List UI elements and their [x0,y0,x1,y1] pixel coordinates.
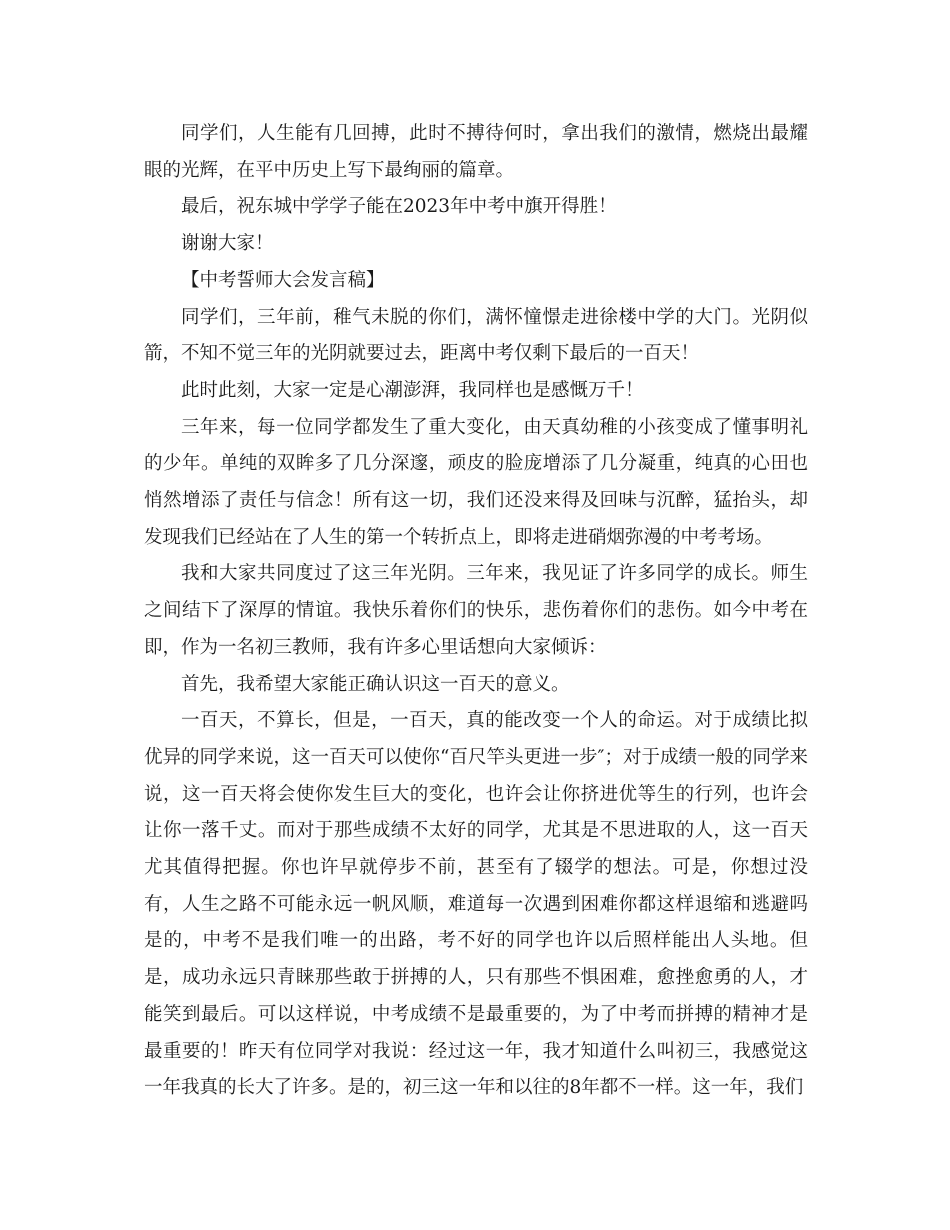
paragraph-intro: 同学们，三年前，稚气未脱的你们，满怀憧憬走进徐楼中学的大门。光阴似箭，不知不觉三年的光阴就要过去，距离中考仅剩下最后的一百天！ [144,306,808,365]
paragraph-thanks: 谢谢大家！ [181,233,274,255]
paragraph-three-years-change: 三年来，每一位同学都发生了重大变化，由天真幼稚的小孩变成了懂事明礼的少年。单纯的双眸多了几分深邃，顽皮的脸庞增添了几分凝重，纯真的心田也悄然增添了责任与信念！所有这一切，我们还没来得及回味与沉醉，猛抬头，却发现我们已经站在了人生的第一个转折点上，即将走进硝烟弥漫的中考考场。 [144,416,808,548]
paragraph-shared-time: 我和大家共同度过了这三年光阴。三年来，我见证了许多同学的成长。师生之间结下了深厚的情谊。我快乐着你们的快乐，悲伤着你们的悲伤。如今中考在即，作为一名初三教师，我有许多心里话想向大家倾诉： [144,563,808,658]
paragraph-hundred-days: 一百天，不算长，但是，一百天，真的能改变一个人的命运。对于成绩比拟优异的同学来说，这一百天可以使你“百尺竿头更进一步″；对于成绩一般的同学来说，这一百天将会使你发生巨大的变化，也许会让你挤进优等生的行列，也许会让你一落千丈。而对于那些成绩不太好的同学，尤其是不思进取的人，这一百天尤其值得把握。你也许早就停步不前，甚至有了辍学的想法。可是，你想过没有，人生之路不可能永远一帆风顺，难道每一次遇到困难你都这样退缩和逃避吗是的，中考不是我们唯一的出路，考不好的同学也许以后照样能出人头地。但是，成功永远只青睐那些敢于拼搏的人，只有那些不惧困难，愈挫愈勇的人，才能笑到最后。可以这样说，中考成绩不是最重要的，为了中考而拼搏的精神才是最重要的！昨天有位同学对我说：经过这一年，我才知道什么叫初三，我感觉这一年我真的长大了许多。是的，初三这一年和以往的8年都不一样。这一年，我们 [144,710,808,1099]
paragraph-first-point: 首先，我希望大家能正确认识这一百天的意义。 [181,673,570,695]
paragraph-closing-exhortation: 同学们，人生能有几回搏，此时不搏待何时，拿出我们的激情，燃烧出最耀眼的光辉，在平中历史上写下最绚丽的篇章。 [144,123,808,181]
paragraph-feelings: 此时此刻，大家一定是心潮澎湃，我同样也是感慨万千！ [181,379,644,401]
paragraph-final-wishes: 最后，祝东城中学学子能在2023年中考中旗开得胜！ [181,196,617,218]
section-heading: 【中考誓师大会发言稿】 [181,269,385,291]
document-body [144,116,808,1107]
